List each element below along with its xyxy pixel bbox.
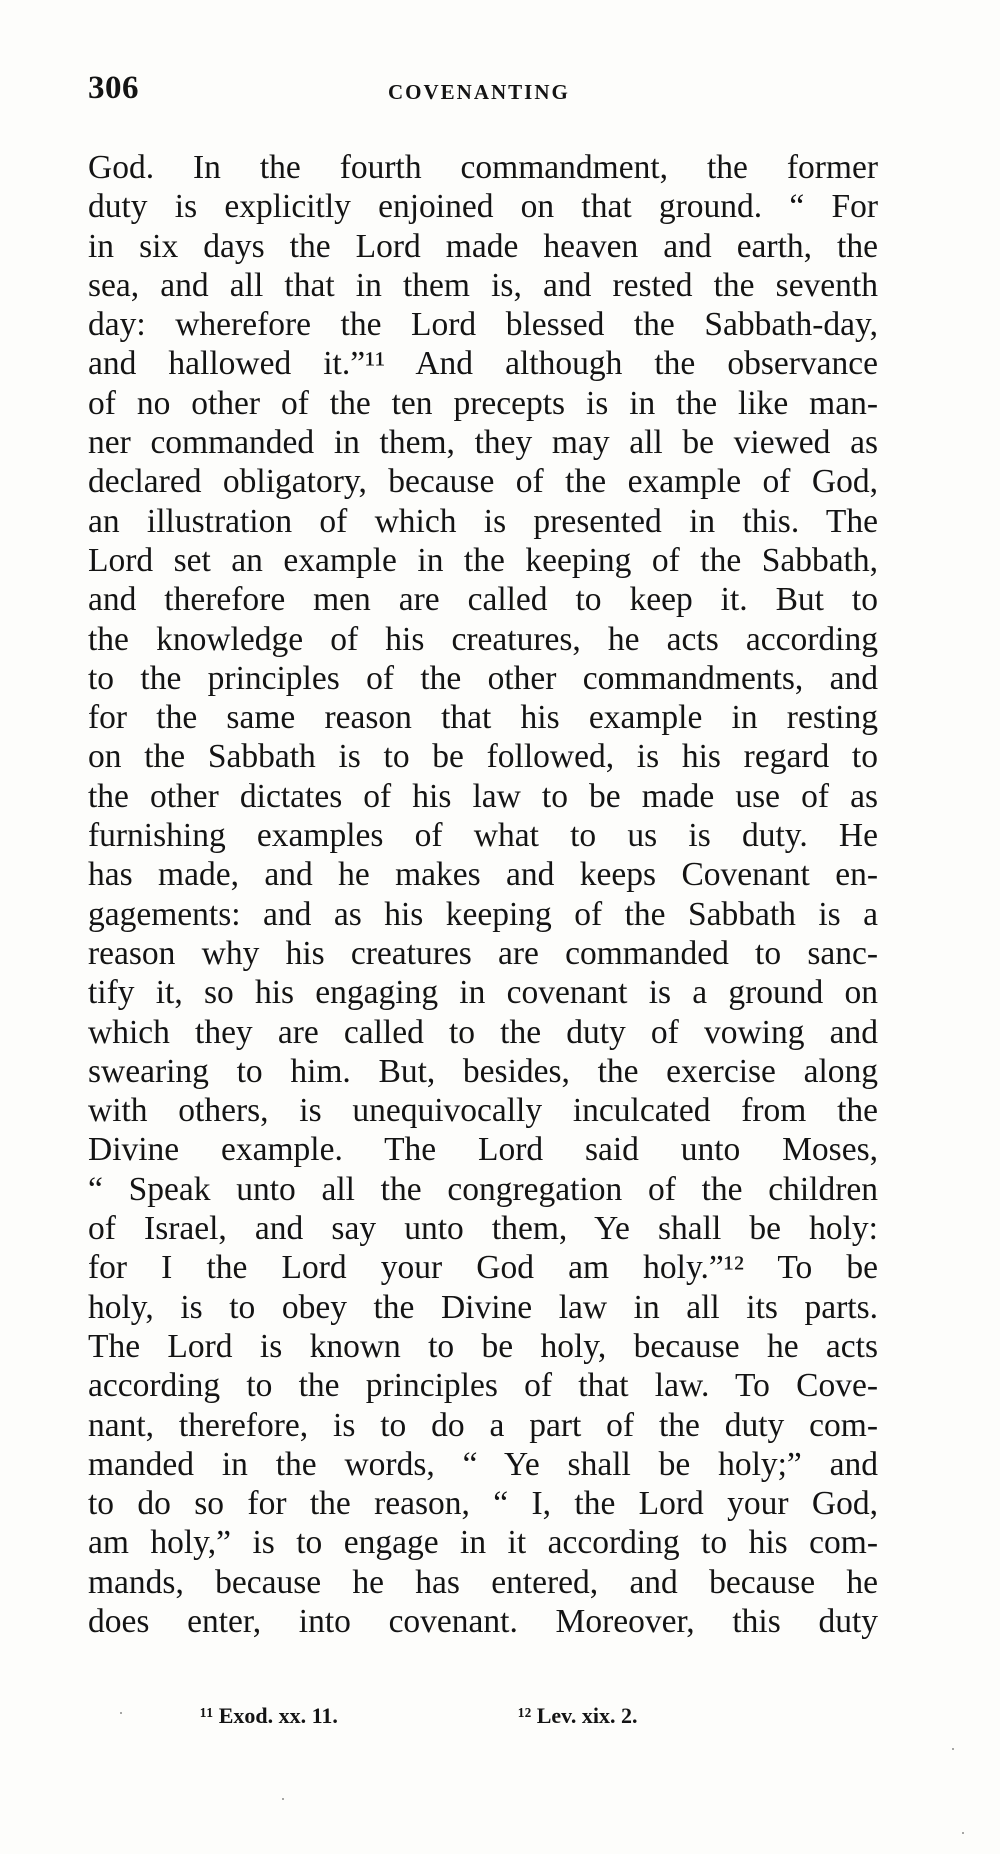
- text-line: The Lord is known to be holy, because he acts: [88, 1327, 878, 1365]
- text-line: to the principles of the other commandments, and: [88, 659, 878, 697]
- text-line: of no other of the ten precepts is in the like man-: [88, 384, 878, 422]
- text-line: which they are called to the duty of vowing and: [88, 1013, 878, 1051]
- body-text: [88, 148, 878, 1641]
- text-line: sea, and all that in them is, and rested the seventh: [88, 266, 878, 304]
- text-line: to do so for the reason, “ I, the Lord your God,: [88, 1485, 878, 1523]
- paper-speck: [120, 1712, 122, 1714]
- text-line: duty is explicitly enjoined on that ground. “ For: [88, 188, 878, 226]
- paper-speck: [962, 1832, 964, 1834]
- text-line: an illustration of which is presented in this. The: [88, 502, 878, 540]
- text-line: in six days the Lord made heaven and earth, the: [88, 227, 878, 265]
- text-line: holy, is to obey the Divine law in all its parts.: [88, 1288, 878, 1326]
- text-line: day: wherefore the Lord blessed the Sabbath-day,: [88, 306, 878, 344]
- text-line: “ Speak unto all the congregation of the children: [88, 1170, 878, 1208]
- text-line: according to the principles of that law. To Cove-: [88, 1367, 878, 1405]
- text-line: has made, and he makes and keeps Covenant en-: [88, 856, 878, 894]
- text-line: on the Sabbath is to be followed, is his regard to: [88, 738, 878, 776]
- text-line: tify it, so his engaging in covenant is a ground on: [88, 974, 878, 1012]
- running-head: COVENANTING: [388, 80, 570, 104]
- text-line: ner commanded in them, they may all be viewed as: [88, 424, 878, 462]
- text-line: with others, is unequivocally inculcated from the: [88, 1092, 878, 1130]
- text-line: and hallowed it.”¹¹ And although the observance: [88, 345, 878, 383]
- footnote-12: ¹² Lev. xix. 2.: [518, 1703, 638, 1728]
- text-line: nant, therefore, is to do a part of the duty com-: [88, 1406, 878, 1444]
- page-number: 306: [88, 70, 139, 106]
- text-line: gagements: and as his keeping of the Sabbath is a: [88, 895, 878, 933]
- text-line: God. In the fourth commandment, the former: [88, 149, 878, 186]
- paper-speck: [952, 1748, 954, 1750]
- text-line: swearing to him. But, besides, the exercise along: [88, 1052, 878, 1090]
- text-line: the knowledge of his creatures, he acts according: [88, 620, 878, 658]
- text-line: and therefore men are called to keep it. But to: [88, 581, 878, 619]
- text-line: Divine example. The Lord said unto Moses,: [88, 1131, 878, 1169]
- text-line: reason why his creatures are commanded to sanc-: [88, 934, 878, 972]
- paper-speck: [282, 1798, 284, 1800]
- text-line: mands, because he has entered, and because he: [88, 1563, 878, 1601]
- text-line: of Israel, and say unto them, Ye shall be holy:: [88, 1210, 878, 1248]
- text-line: Lord set an example in the keeping of the Sabbath,: [88, 541, 878, 579]
- text-line: furnishing examples of what to us is duty. He: [88, 817, 878, 855]
- text-line: does enter, into covenant. Moreover, this duty: [88, 1602, 878, 1640]
- text-line: am holy,” is to engage in it according to his com-: [88, 1524, 878, 1562]
- text-line: the other dictates of his law to be made use of as: [88, 777, 878, 815]
- text-line: declared obligatory, because of the example of God,: [88, 463, 878, 501]
- footnote-11: ¹¹ Exod. xx. 11.: [200, 1703, 338, 1728]
- text-line: manded in the words, “ Ye shall be holy;” and: [88, 1445, 878, 1483]
- text-line: for I the Lord your God am holy.”¹² To be: [88, 1249, 878, 1287]
- text-line: for the same reason that his example in resting: [88, 699, 878, 737]
